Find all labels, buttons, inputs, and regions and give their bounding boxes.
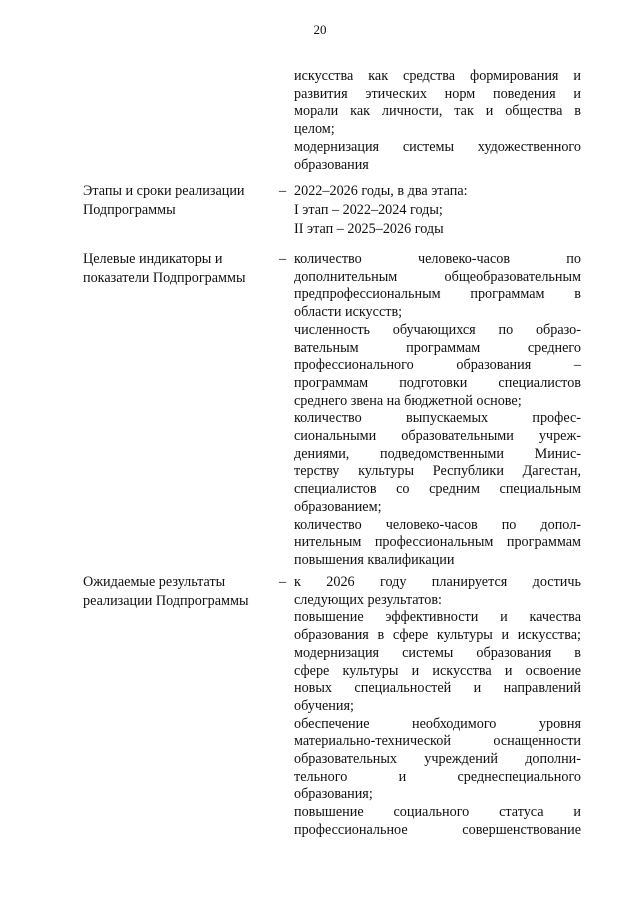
label-line: Ожидаемые результаты: [83, 574, 226, 590]
label-line: показатели Подпрограммы: [83, 270, 246, 286]
text-line: сфере культуры и искусства и освоение: [294, 662, 581, 679]
page-number: 20: [313, 22, 327, 37]
text-line: численность обучающихся по образо-: [294, 321, 581, 338]
text-line: количество человеко-часов по допол-: [294, 516, 581, 533]
text-line: новых специальностей и направлений: [294, 680, 581, 697]
text-line: обучения;: [294, 697, 354, 714]
text-line: II этап – 2025–2026 годы: [294, 221, 444, 237]
text-line: развития этических норм поведения и: [294, 85, 581, 102]
label-line: Подпрограммы: [83, 202, 176, 218]
text-line: к 2026 году планируется достичь: [294, 574, 581, 590]
dash: –: [279, 183, 287, 199]
text-line: образования;: [294, 786, 373, 803]
text-line: количество выпускаемых профес-: [294, 410, 581, 427]
indicators-label: [83, 250, 273, 288]
stages-value: [294, 182, 581, 239]
text-line: морали как личности, так и общества в: [294, 103, 581, 120]
continuation-text: [294, 68, 581, 174]
text-line: следующих результатов:: [294, 591, 442, 608]
text-line: искусства как средства формирования и: [294, 68, 581, 84]
stages-label: [83, 182, 273, 220]
text-line: образования в сфере культуры и искусства;: [294, 627, 581, 644]
text-line: терству культуры Республики Дагестан,: [294, 463, 581, 480]
results-label: [83, 573, 273, 611]
text-line: нительным профессиональным программам: [294, 534, 581, 551]
text-line: повышение социального статуса и: [294, 804, 581, 821]
text-line: повышение эффективности и качества: [294, 609, 581, 626]
text-line: вательным программам среднего: [294, 339, 581, 356]
dash: –: [279, 574, 287, 590]
text-line: образовательных учреждений дополни-: [294, 751, 581, 768]
indicators-value: [294, 251, 581, 570]
text-line: количество человеко-часов по: [294, 251, 581, 267]
text-line: профессионального образования –: [294, 357, 581, 374]
text-line: обеспечение необходимого уровня: [294, 715, 581, 732]
text-line: специалистов со средним специальным: [294, 481, 581, 498]
results-value: [294, 574, 581, 840]
text-line: тельного и среднеспециального: [294, 768, 581, 785]
text-line: образования: [294, 156, 369, 173]
text-line: модернизация системы художественного: [294, 138, 581, 155]
text-line: 2022–2026 годы, в два этапа:: [294, 183, 468, 199]
text-line: образованием;: [294, 498, 382, 515]
text-line: предпрофессиональным программам в: [294, 286, 581, 303]
text-line: дениями, подведомственными Минис-: [294, 445, 581, 462]
text-line: области искусств;: [294, 304, 403, 321]
text-line: программам подготовки специалистов: [294, 374, 581, 391]
text-line: профессиональное совершенствование: [294, 821, 581, 838]
text-line: среднего звена на бюджетной основе;: [294, 392, 522, 409]
label-line: реализации Подпрограммы: [83, 593, 249, 609]
text-line: целом;: [294, 121, 335, 138]
label-line: Этапы и сроки реализации: [83, 183, 245, 199]
text-line: дополнительным общеобразовательным: [294, 268, 581, 285]
text-line: I этап – 2022–2024 годы;: [294, 202, 443, 218]
text-line: повышения квалификации: [294, 551, 455, 568]
text-line: сиональными образовательными учреж-: [294, 428, 581, 445]
dash: –: [279, 251, 287, 267]
text-line: модернизация системы образования в: [294, 644, 581, 661]
text-line: материально-технической оснащенности: [294, 733, 581, 750]
label-line: Целевые индикаторы и: [83, 251, 223, 267]
